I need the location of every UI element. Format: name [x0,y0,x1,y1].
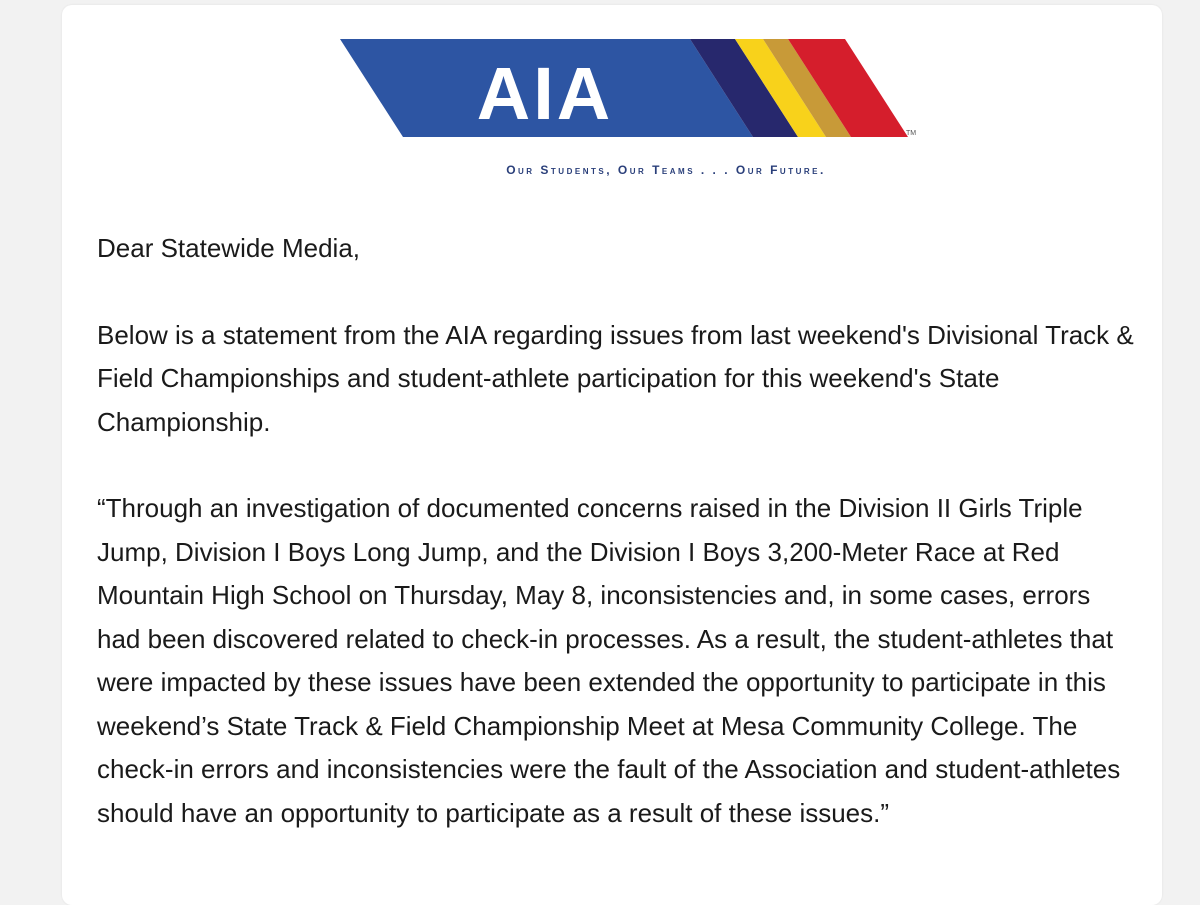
logo-trademark: TM [906,130,917,137]
aia-logo [340,39,940,177]
logo-tagline: Our Students, Our Teams . . . Our Future. [506,163,826,177]
statement-paragraph: “Through an investigation of documented concerns raised in the Division II Girls Triple Jump, Division I Boys Long Jump, and the Division I Boys 3,200-Meter Race at Red Mountain High School on Thursday, May 8, inconsistencies and, in some cases, errors had been discovered related to check-in processes. As a result, the student-athletes that were impacted by these issues have been extended the opportunity to participate in this weekend’s State Track & Field Championship Meet at Mesa Community College. The check-in errors and inconsistencies were the fault of the Association and student-athletes should have an opportunity to participate as a result of these issues.” [97,493,1121,828]
aia-logo-graphic [340,39,940,154]
salutation: Dear Statewide Media, [97,233,361,263]
letter-body [97,227,1137,878]
intro-paragraph: Below is a statement from the AIA regarding issues from last weekend's Divisional Track & Field Championships and student-athlete participation for this weekend's State Championship. [97,319,1134,437]
email-body [62,5,1162,905]
logo-wordmark: AIA [476,52,614,135]
